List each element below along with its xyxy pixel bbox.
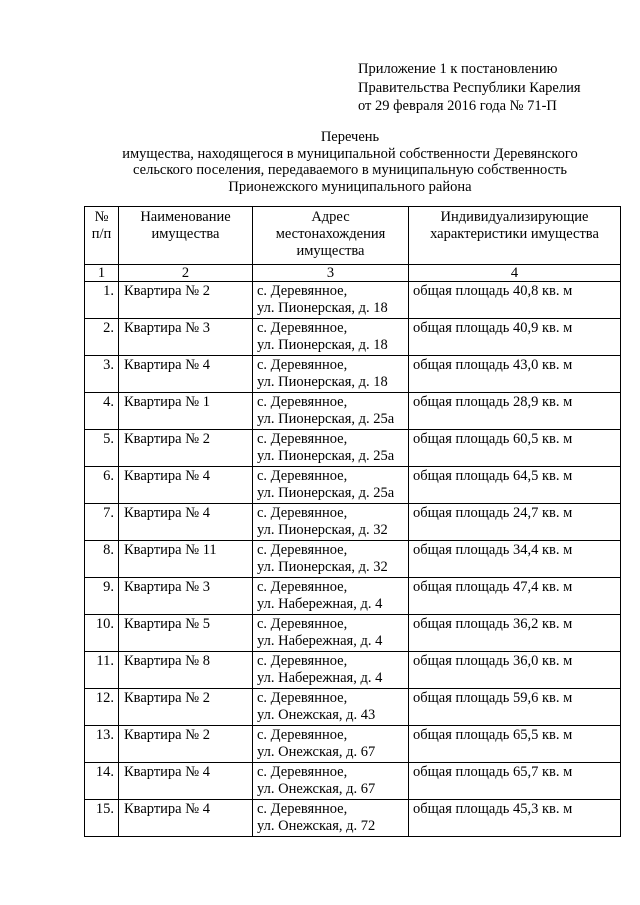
table-row <box>85 430 621 467</box>
property-address <box>253 615 409 652</box>
property-address <box>253 319 409 356</box>
heading-line: сельского поселения, передаваемого в муниципальную собственность <box>133 162 567 178</box>
property-characteristics: общая площадь 65,7 кв. м <box>409 763 621 800</box>
address-settlement: с. Деревянное, <box>257 468 348 484</box>
property-name: Квартира № 4 <box>119 467 253 504</box>
property-name: Квартира № 3 <box>119 319 253 356</box>
row-number: 11. <box>85 652 119 689</box>
property-characteristics: общая площадь 36,0 кв. м <box>409 652 621 689</box>
property-characteristics: общая площадь 43,0 кв. м <box>409 356 621 393</box>
column-number: 3 <box>253 265 409 282</box>
row-number: 4. <box>85 393 119 430</box>
table-row <box>85 800 621 837</box>
property-address <box>253 689 409 726</box>
heading-title: Перечень <box>320 129 380 145</box>
table-row <box>85 393 621 430</box>
row-number: 13. <box>85 726 119 763</box>
column-number-row <box>85 265 621 282</box>
address-settlement: с. Деревянное, <box>257 542 348 558</box>
property-address <box>253 541 409 578</box>
address-street: ул. Пионерская, д. 18 <box>257 337 388 353</box>
appendix-line: от 29 февраля 2016 года № 71-П <box>358 98 557 114</box>
address-street: ул. Пионерская, д. 18 <box>257 300 388 316</box>
address-settlement: с. Деревянное, <box>257 357 348 373</box>
heading-line: Прионежского муниципального района <box>228 178 472 195</box>
address-street: ул. Пионерская, д. 25а <box>257 448 395 464</box>
row-number: 6. <box>85 467 119 504</box>
appendix-line: Приложение 1 к постановлению <box>358 61 558 77</box>
property-characteristics: общая площадь 40,8 кв. м <box>409 282 621 319</box>
row-number: 2. <box>85 319 119 356</box>
property-address <box>253 467 409 504</box>
property-characteristics: общая площадь 45,3 кв. м <box>409 800 621 837</box>
row-number: 9. <box>85 578 119 615</box>
row-number: 12. <box>85 689 119 726</box>
property-name: Квартира № 2 <box>119 689 253 726</box>
row-number: 1. <box>85 282 119 319</box>
table-row <box>85 282 621 319</box>
property-address <box>253 356 409 393</box>
row-number: 8. <box>85 541 119 578</box>
address-settlement: с. Деревянное, <box>257 801 348 817</box>
table-row <box>85 504 621 541</box>
row-number: 3. <box>85 356 119 393</box>
address-street: ул. Набережная, д. 4 <box>257 633 383 649</box>
address-settlement: с. Деревянное, <box>257 505 348 521</box>
header-number: № п/п <box>85 207 119 265</box>
appendix-line: Правительства Республики Карелия <box>358 79 581 96</box>
property-characteristics: общая площадь 28,9 кв. м <box>409 393 621 430</box>
table-row <box>85 319 621 356</box>
property-address <box>253 652 409 689</box>
row-number: 15. <box>85 800 119 837</box>
address-settlement: с. Деревянное, <box>257 653 348 669</box>
row-number: 10. <box>85 615 119 652</box>
property-name: Квартира № 4 <box>119 800 253 837</box>
property-characteristics: общая площадь 65,5 кв. м <box>409 726 621 763</box>
property-characteristics: общая площадь 59,6 кв. м <box>409 689 621 726</box>
property-name: Квартира № 5 <box>119 615 253 652</box>
property-address <box>253 578 409 615</box>
property-table <box>84 206 621 837</box>
address-street: ул. Пионерская, д. 32 <box>257 559 388 575</box>
address-street: ул. Пионерская, д. 25а <box>257 485 395 501</box>
property-characteristics: общая площадь 64,5 кв. м <box>409 467 621 504</box>
address-street: ул. Пионерская, д. 32 <box>257 522 388 538</box>
header-address: Адрес местонахождения имущества <box>253 207 409 265</box>
address-street: ул. Онежская, д. 67 <box>257 781 376 797</box>
property-characteristics: общая площадь 47,4 кв. м <box>409 578 621 615</box>
column-number: 4 <box>409 265 621 282</box>
property-characteristics: общая площадь 60,5 кв. м <box>409 430 621 467</box>
row-number: 5. <box>85 430 119 467</box>
address-street: ул. Онежская, д. 72 <box>257 818 376 834</box>
document-heading <box>60 129 640 195</box>
property-address <box>253 282 409 319</box>
table-row <box>85 689 621 726</box>
property-address <box>253 504 409 541</box>
header-characteristics: Индивидуализирующие характеристики имущества <box>409 207 621 265</box>
address-street: ул. Набережная, д. 4 <box>257 596 383 612</box>
address-street: ул. Онежская, д. 43 <box>257 707 376 723</box>
address-settlement: с. Деревянное, <box>257 283 348 299</box>
table-row <box>85 615 621 652</box>
address-street: ул. Пионерская, д. 25а <box>257 411 395 427</box>
property-address <box>253 430 409 467</box>
row-number: 14. <box>85 763 119 800</box>
table-row <box>85 652 621 689</box>
address-street: ул. Онежская, д. 67 <box>257 744 376 760</box>
property-name: Квартира № 1 <box>119 393 253 430</box>
table-row <box>85 467 621 504</box>
property-address <box>253 726 409 763</box>
property-name: Квартира № 8 <box>119 652 253 689</box>
address-street: ул. Пионерская, д. 18 <box>257 374 388 390</box>
property-name: Квартира № 2 <box>119 726 253 763</box>
address-settlement: с. Деревянное, <box>257 727 348 743</box>
row-number: 7. <box>85 504 119 541</box>
property-name: Квартира № 3 <box>119 578 253 615</box>
property-name: Квартира № 2 <box>119 430 253 467</box>
heading-line: имущества, находящегося в муниципальной собственности Деревянского <box>122 145 578 162</box>
table-row <box>85 578 621 615</box>
address-settlement: с. Деревянное, <box>257 690 348 706</box>
address-settlement: с. Деревянное, <box>257 616 348 632</box>
address-settlement: с. Деревянное, <box>257 764 348 780</box>
property-name: Квартира № 4 <box>119 763 253 800</box>
column-number: 2 <box>119 265 253 282</box>
appendix-note <box>358 60 581 116</box>
property-address <box>253 800 409 837</box>
property-name: Квартира № 4 <box>119 504 253 541</box>
property-address <box>253 763 409 800</box>
address-settlement: с. Деревянное, <box>257 579 348 595</box>
table-row <box>85 541 621 578</box>
column-number: 1 <box>85 265 119 282</box>
property-address <box>253 393 409 430</box>
property-name: Квартира № 4 <box>119 356 253 393</box>
property-characteristics: общая площадь 34,4 кв. м <box>409 541 621 578</box>
header-name: Наименование имущества <box>119 207 253 265</box>
property-name: Квартира № 2 <box>119 282 253 319</box>
property-characteristics: общая площадь 40,9 кв. м <box>409 319 621 356</box>
address-street: ул. Набережная, д. 4 <box>257 670 383 686</box>
table-row <box>85 763 621 800</box>
property-characteristics: общая площадь 24,7 кв. м <box>409 504 621 541</box>
address-settlement: с. Деревянное, <box>257 320 348 336</box>
property-characteristics: общая площадь 36,2 кв. м <box>409 615 621 652</box>
address-settlement: с. Деревянное, <box>257 431 348 447</box>
table-header-row <box>85 207 621 265</box>
address-settlement: с. Деревянное, <box>257 394 348 410</box>
table-row <box>85 356 621 393</box>
table-row <box>85 726 621 763</box>
property-name: Квартира № 11 <box>119 541 253 578</box>
